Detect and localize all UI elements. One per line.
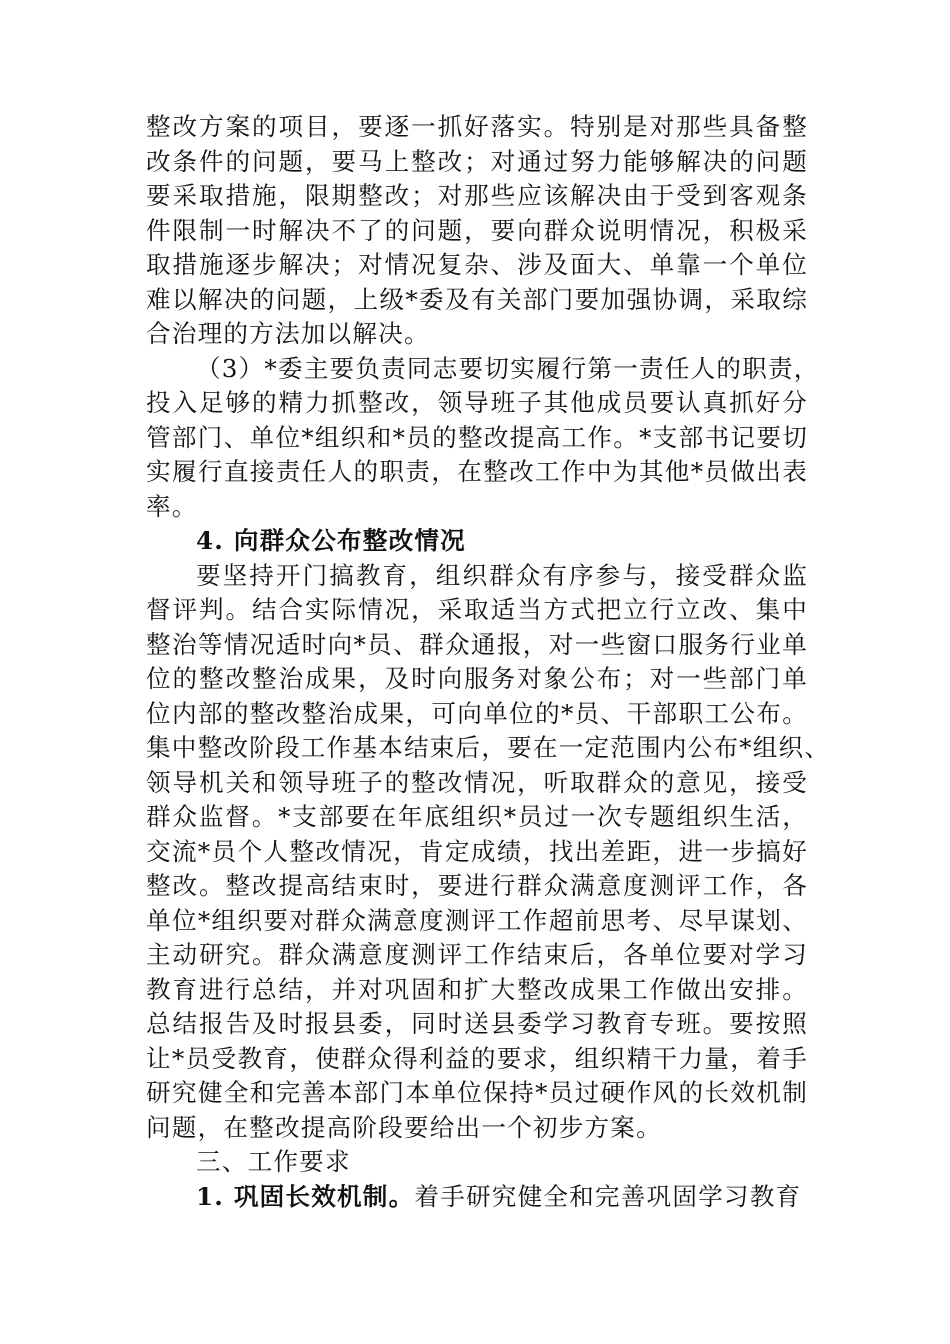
body-line: 教育进行总结，并对巩固和扩大整改成果工作做出安排。 — [146, 974, 808, 1004]
body-line: 要采取措施，限期整改；对那些应该解决由于受到客观条 — [146, 181, 808, 210]
body-line: 难以解决的问题，上级*委及有关部门要加强协调，采取综 — [146, 284, 808, 314]
body-line: 整改。整改提高结束时，要进行群众满意度测评工作，各 — [146, 871, 808, 900]
body-line: 管部门、单位*组织和*员的整改提高工作。*支部书记要切 — [146, 422, 808, 452]
body-line: 督评判。结合实际情况，采取适当方式把立行立改、集中 — [146, 595, 808, 624]
body-line: 集中整改阶段工作基本结束后，要在一定范围内公布*组织、 — [146, 733, 831, 762]
body-line: 投入足够的精力抓整改，领导班子其他成员要认真抓好分 — [146, 388, 808, 417]
body-line: 件限制一时解决不了的问题，要向群众说明情况，积极采 — [146, 215, 808, 245]
body-line: 要坚持开门搞教育，组织群众有序参与，接受群众监 — [196, 560, 808, 590]
body-line: 改条件的问题，要马上整改；对通过努力能够解决的问题 — [146, 146, 808, 176]
body-line: 整治等情况适时向*员、群众通报，对一些窗口服务行业单 — [146, 629, 808, 659]
body-line: 位的整改整治成果，及时向服务对象公布；对一些部门单 — [146, 664, 808, 693]
item-text: 着手研究健全和完善巩固学习教育 — [414, 1181, 802, 1211]
document-page — [146, 110, 831, 1214]
item-heading: 1. 巩固长效机制。 — [196, 1181, 415, 1211]
body-line: 总结报告及时报县委，同时送县委学习教育专班。要按照 — [146, 1009, 808, 1038]
body-line: 问题，在整改提高阶段要给出一个初步方案。 — [146, 1112, 662, 1142]
body-line: 位内部的整改整治成果，可向单位的*员、干部职工公布。 — [146, 698, 808, 728]
body-line: 主动研究。群众满意度测评工作结束后，各单位要对学习 — [146, 940, 808, 969]
body-line: 交流*员个人整改情况，肯定成绩，找出差距，进一步搞好 — [146, 836, 808, 866]
section-heading: 4. 向群众公布整改情况 — [196, 526, 466, 555]
body-line: 让*员受教育，使群众得利益的要求，组织精干力量，着手 — [146, 1043, 808, 1073]
body-line: 率。 — [146, 491, 198, 521]
body-line — [146, 1180, 808, 1215]
body-line: 取措施逐步解决；对情况复杂、涉及面大、单靠一个单位 — [146, 250, 808, 279]
body-line: 研究健全和完善本部门本单位保持*员过硬作风的长效机制 — [146, 1078, 808, 1107]
body-line: 单位*组织要对群众满意度测评工作超前思考、尽早谋划、 — [146, 905, 808, 935]
section-heading: 三、工作要求 — [196, 1147, 351, 1176]
body-line: 领导机关和领导班子的整改情况，听取群众的意见，接受 — [146, 767, 808, 797]
body-line: 整改方案的项目，要逐一抓好落实。特别是对那些具备整 — [146, 112, 808, 141]
body-line: 合治理的方法加以解决。 — [146, 319, 430, 348]
body-line: 群众监督。*支部要在年底组织*员过一次专题组织生活， — [146, 802, 808, 831]
body-line: 实履行直接责任人的职责，在整改工作中为其他*员做出表 — [146, 457, 808, 486]
body-line: （3）*委主要负责同志要切实履行第一责任人的职责， — [196, 353, 820, 383]
